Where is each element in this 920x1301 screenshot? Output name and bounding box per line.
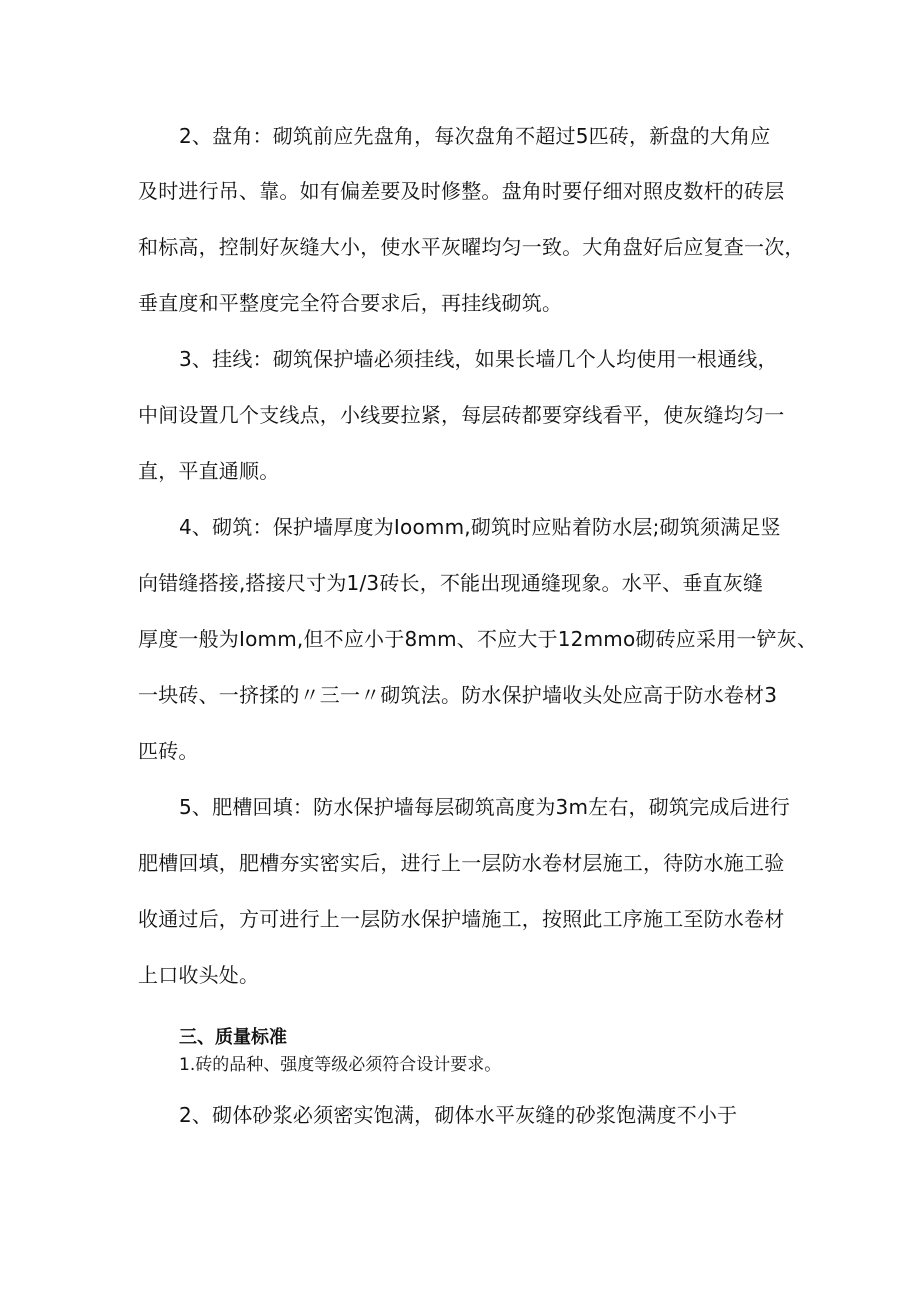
paragraph-line: 中间设置几个支线点，小线要拉紧，每层砖都要穿线看平，使灰缝均匀一 <box>138 403 785 427</box>
paragraph-line: 及时进行吊、靠。如有偏差要及时修整。盘角时要仔细对照皮数杆的砖层 <box>138 179 785 203</box>
paragraph-line: 4、砌筑：保护墙厚度为Ioomm,砌筑时应贴着防水层;砌筑须满足竖 <box>179 515 781 539</box>
section-heading: 三、质量标准 <box>179 1027 287 1048</box>
paragraph-line: 直，平直通顺。 <box>138 459 280 483</box>
standard-item-1: 1.砖的品种、强度等级必须符合设计要求。 <box>179 1055 502 1075</box>
paragraph-line: 肥槽回填，肥槽夯实密实后，进行上一层防水卷材层施工，待防水施工验 <box>138 851 785 875</box>
paragraph-line: 垂直度和平整度完全符合要求后，再挂线砌筑。 <box>138 291 563 315</box>
paragraph-line: 厚度一般为Iomm,但不应小于8mm、不应大于12mmo砌砖应采用一铲灰、 <box>138 627 818 651</box>
paragraph-line: 一块砖、一挤揉的〃三一〃砌筑法。防水保护墙收头处应高于防水卷材3 <box>138 683 778 707</box>
paragraph-line: 3、挂线：砌筑保护墙必须挂线，如果长墙几个人均使用一根通线， <box>179 347 778 371</box>
paragraph-line: 2、盘角：砌筑前应先盘角，每次盘角不超过5匹砖，新盘的大角应 <box>179 124 771 148</box>
standard-item-2: 2、砌体砂浆必须密实饱满，砌体水平灰缝的砂浆饱满度不小于 <box>179 1103 738 1127</box>
paragraph-line: 上口收头处。 <box>138 963 260 987</box>
paragraph-line: 5、肥槽回填：防水保护墙每层砌筑高度为3m左右，砌筑完成后进行 <box>179 795 791 819</box>
paragraph-line: 收通过后，方可进行上一层防水保护墙施工，按照此工序施工至防水卷材 <box>138 907 785 931</box>
paragraph-line: 和标高，控制好灰缝大小，使水平灰曜均匀一致。大角盘好后应复查一次， <box>138 235 805 259</box>
paragraph-line: 匹砖。 <box>138 739 199 763</box>
paragraph-line: 向错缝搭接,搭接尺寸为1/3砖长，不能出现通缝现象。水平、垂直灰缝 <box>138 571 764 595</box>
